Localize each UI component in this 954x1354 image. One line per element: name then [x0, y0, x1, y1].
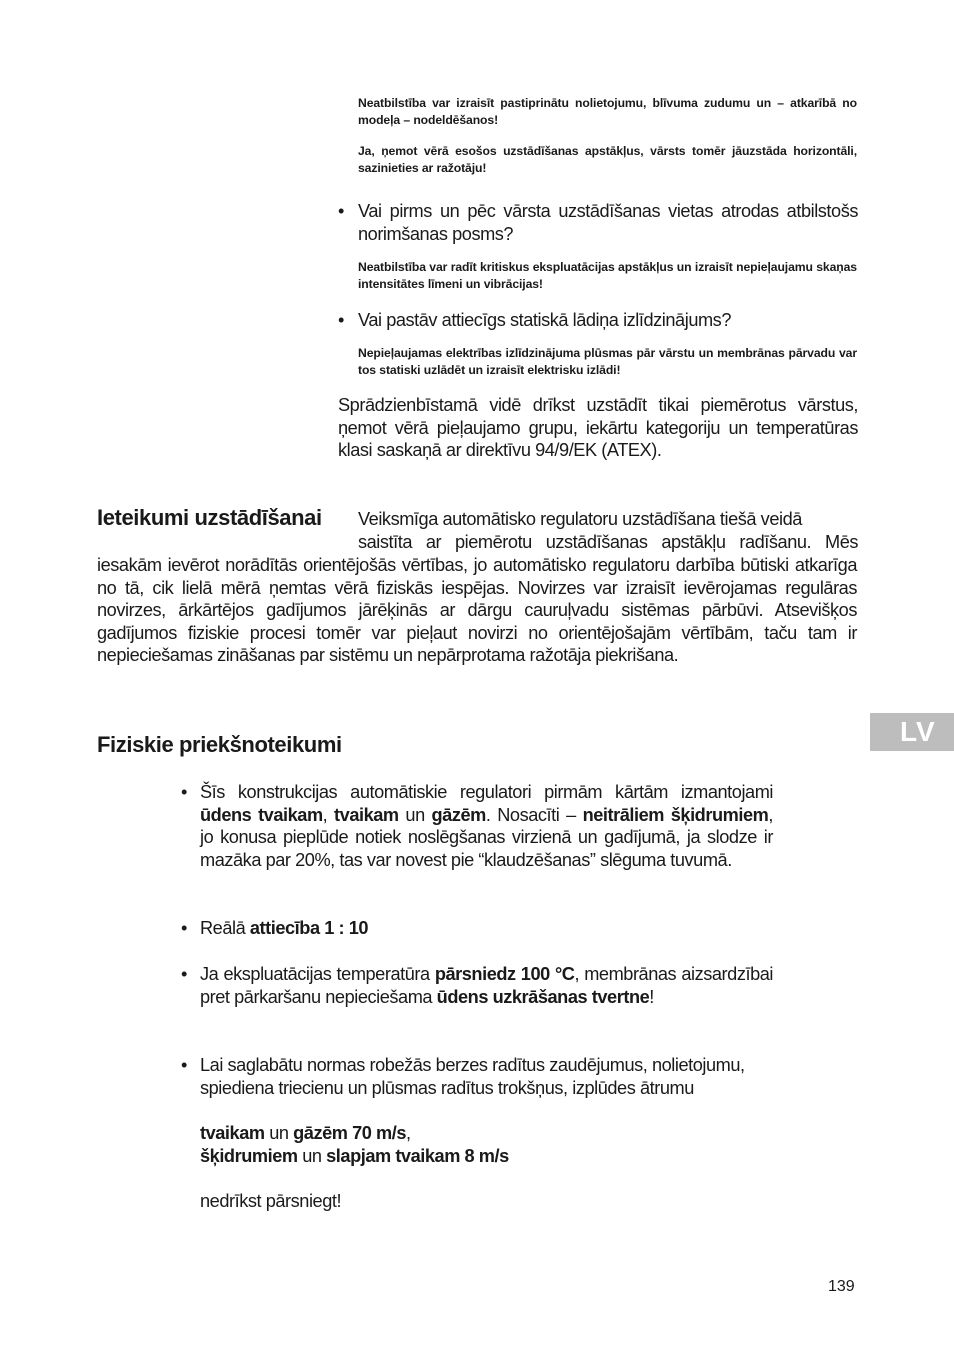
- question-text: Vai pastāv attiecīgs statiskā lādiņa izlīdzinājums?: [358, 310, 731, 330]
- page-number: 139: [828, 1278, 855, 1295]
- bullet-text: Ja ekspluatācijas temperatūra pārsniedz 100 °C, membrānas aizsardzībai pret pārkaršanu nepieciešama ūdens uzkrāšanas tvertne!: [200, 964, 773, 1007]
- question-settling-section: [338, 200, 858, 245]
- velocity-conclusion: nedrīkst pārsniegt!: [200, 1191, 342, 1211]
- bullet-text: Šīs konstrukcijas automātiskie regulatori pirmām kārtām izmantojami ūdens tvaikam, tvaikam un gāzēm. Nosacīti – neitrāliem šķidrumiem, jo konusa pieplūde notiek noslēgšanas virzienā un gadījumā, ja slodze ir mazāka par 20%, tas var novest pie “klaudzēšanas” slēguma tuvumā.: [200, 782, 773, 870]
- install-text-line1: Veiksmīga automātisko regulatoru uzstādīšana tiešā veidā: [358, 509, 802, 529]
- warning-note-electric: Nepieļaujamas elektrības izlīdzinājuma plūsmas pār vārstu un membrānas pārvadu var tos statiski uzlādēt un izraisīt elektrisku izlādi!: [358, 346, 857, 377]
- warning-note-wear: Neatbilstība var izraisīt pastiprinātu nolietojumu, blīvuma zudumu un – atkarībā no modeļa – nodeldēšanos!: [358, 96, 857, 127]
- physical-bullet-media: [181, 781, 773, 871]
- bullet-icon: •: [181, 918, 187, 938]
- physical-bullet-velocity: [181, 1054, 773, 1099]
- velocity-line-steam-gas: tvaikam un gāzēm 70 m/s,: [200, 1123, 411, 1143]
- install-text-body: iesakām ievērot norādītās orientējošās vērtības, jo automātisko regulatoru darbība būtiski atkarīga no tā, cik lielā mērā ņemtas vērā fiziskās iespējas. Novirzes var izraisīt ievērojamas regulāras novirzes, ārkārtējos gadījumos jārēķinās ar dārgu cauruļvadu sistēmas pārbūvi. Atsevišķos gadījumos fiziskie procesi tomēr var pieļaut novirzi no orientējošajām vērtībām, taču tam ir nepieciešamas zināšanas par sistēmu un nepārprotama ražotāja piekrišana.: [97, 555, 857, 666]
- install-heading: Ieteikumi uzstādīšanai: [97, 505, 322, 530]
- velocity-line-liquid: šķidrumiem un slapjam tvaikam 8 m/s: [200, 1146, 509, 1166]
- warning-note-vibration: Neatbilstība var radīt kritiskus ekspluatācijas apstākļus un izraisīt nepieļaujamu skaņas intensitātes līmeni un vibrācijas!: [358, 260, 857, 291]
- warning-note-horizontal: Ja, ņemot vērā esošos uzstādīšanas apstākļus, vārsts tomēr jāuzstāda horizontāli, sazinieties ar ražotāju!: [358, 144, 857, 175]
- language-tab: LV: [870, 713, 954, 751]
- bullet-text: Lai saglabātu normas robežās berzes radītus zaudējumus, nolietojumu, spiediena triecienu un plūsmas radītus trokšņus, izplūdes ātrumu: [200, 1055, 745, 1098]
- physical-bullet-temperature: [181, 963, 773, 1008]
- install-text-line2: saistīta ar piemērotu uzstādīšanas apstākļu radīšanu. Mēs: [358, 532, 858, 552]
- bullet-icon: •: [338, 310, 344, 330]
- physical-bullet-ratio: [181, 917, 773, 940]
- bullet-text: Reālā attiecība 1 : 10: [200, 918, 369, 938]
- bullet-icon: •: [338, 201, 344, 221]
- bullet-icon: •: [181, 1055, 187, 1075]
- bullet-icon: •: [181, 782, 187, 802]
- physical-heading: Fiziskie priekšnoteikumi: [97, 732, 342, 757]
- bullet-icon: •: [181, 964, 187, 984]
- question-text: Vai pirms un pēc vārsta uzstādīšanas vietas atrodas atbilstošs norimšanas posms?: [358, 201, 858, 244]
- question-static-charge: [338, 309, 858, 332]
- atex-paragraph: Sprādzienbīstamā vidē drīkst uzstādīt tikai piemērotus vārstus, ņemot vērā pieļaujamo grupu, iekārtu kategoriju un temperatūras klasi saskaņā ar direktīvu 94/9/EK (ATEX).: [338, 395, 858, 461]
